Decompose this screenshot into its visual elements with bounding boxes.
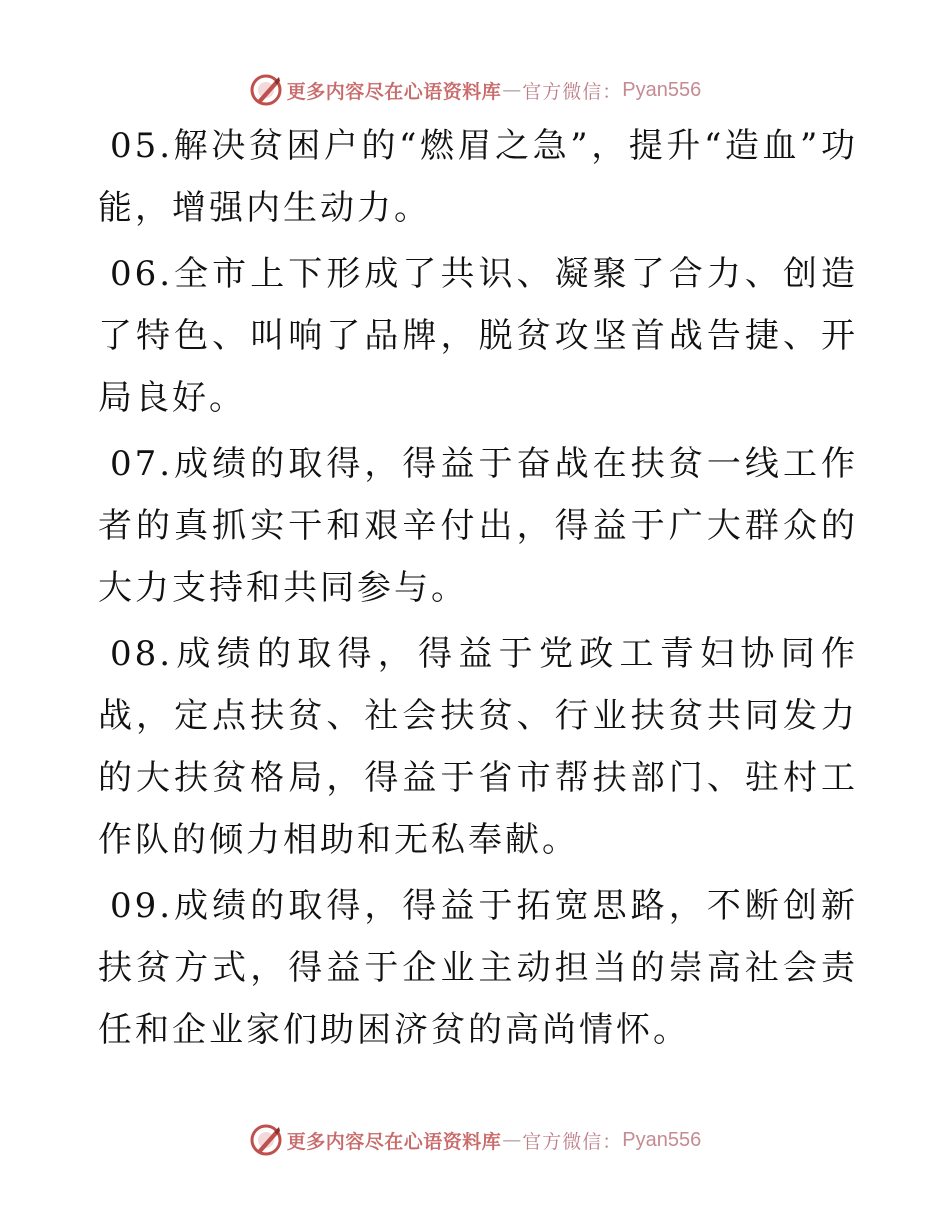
- document-body: [98, 115, 858, 1065]
- header-brand-text: 更多内容尽在心语资料库: [286, 80, 502, 103]
- paragraph-08: 08.成绩的取得，得益于党政工青妇协同作战，定点扶贫、社会扶贫、行业扶贫共同发力的大扶贫格局，得益于省市帮扶部门、驻村工作队的倾力相助和无私奉献。: [98, 634, 858, 860]
- footer-wechat-label: 官方微信：: [522, 1130, 623, 1153]
- footer-brand-text: 更多内容尽在心语资料库: [286, 1130, 502, 1153]
- header-separator: —: [502, 79, 522, 101]
- paragraph-05: 05.解决贫困户的“燃眉之急”，提升“造血”功能，增强内生动力。: [98, 126, 858, 228]
- footer-banner: [0, 1120, 950, 1160]
- footer-wechat-id: Pyan556: [622, 1128, 702, 1151]
- paragraph-09: 09.成绩的取得，得益于拓宽思路，不断创新扶贫方式，得益于企业主动担当的崇高社会责任和企业家们助困济贫的高尚情怀。: [98, 886, 858, 1050]
- header-banner: [0, 70, 950, 110]
- header-wechat-label: 官方微信：: [522, 80, 623, 103]
- header-wechat-id: Pyan556: [622, 78, 702, 101]
- paragraph-06: 06.全市上下形成了共识、凝聚了合力、创造了特色、叫响了品牌，脱贫攻坚首战告捷、开局良好。: [98, 254, 858, 418]
- footer-separator: —: [502, 1129, 522, 1151]
- pen-logo-icon: [249, 73, 283, 107]
- pen-logo-icon: [249, 1123, 283, 1157]
- paragraph-07: 07.成绩的取得，得益于奋战在扶贫一线工作者的真抓实干和艰辛付出，得益于广大群众的大力支持和共同参与。: [98, 444, 858, 608]
